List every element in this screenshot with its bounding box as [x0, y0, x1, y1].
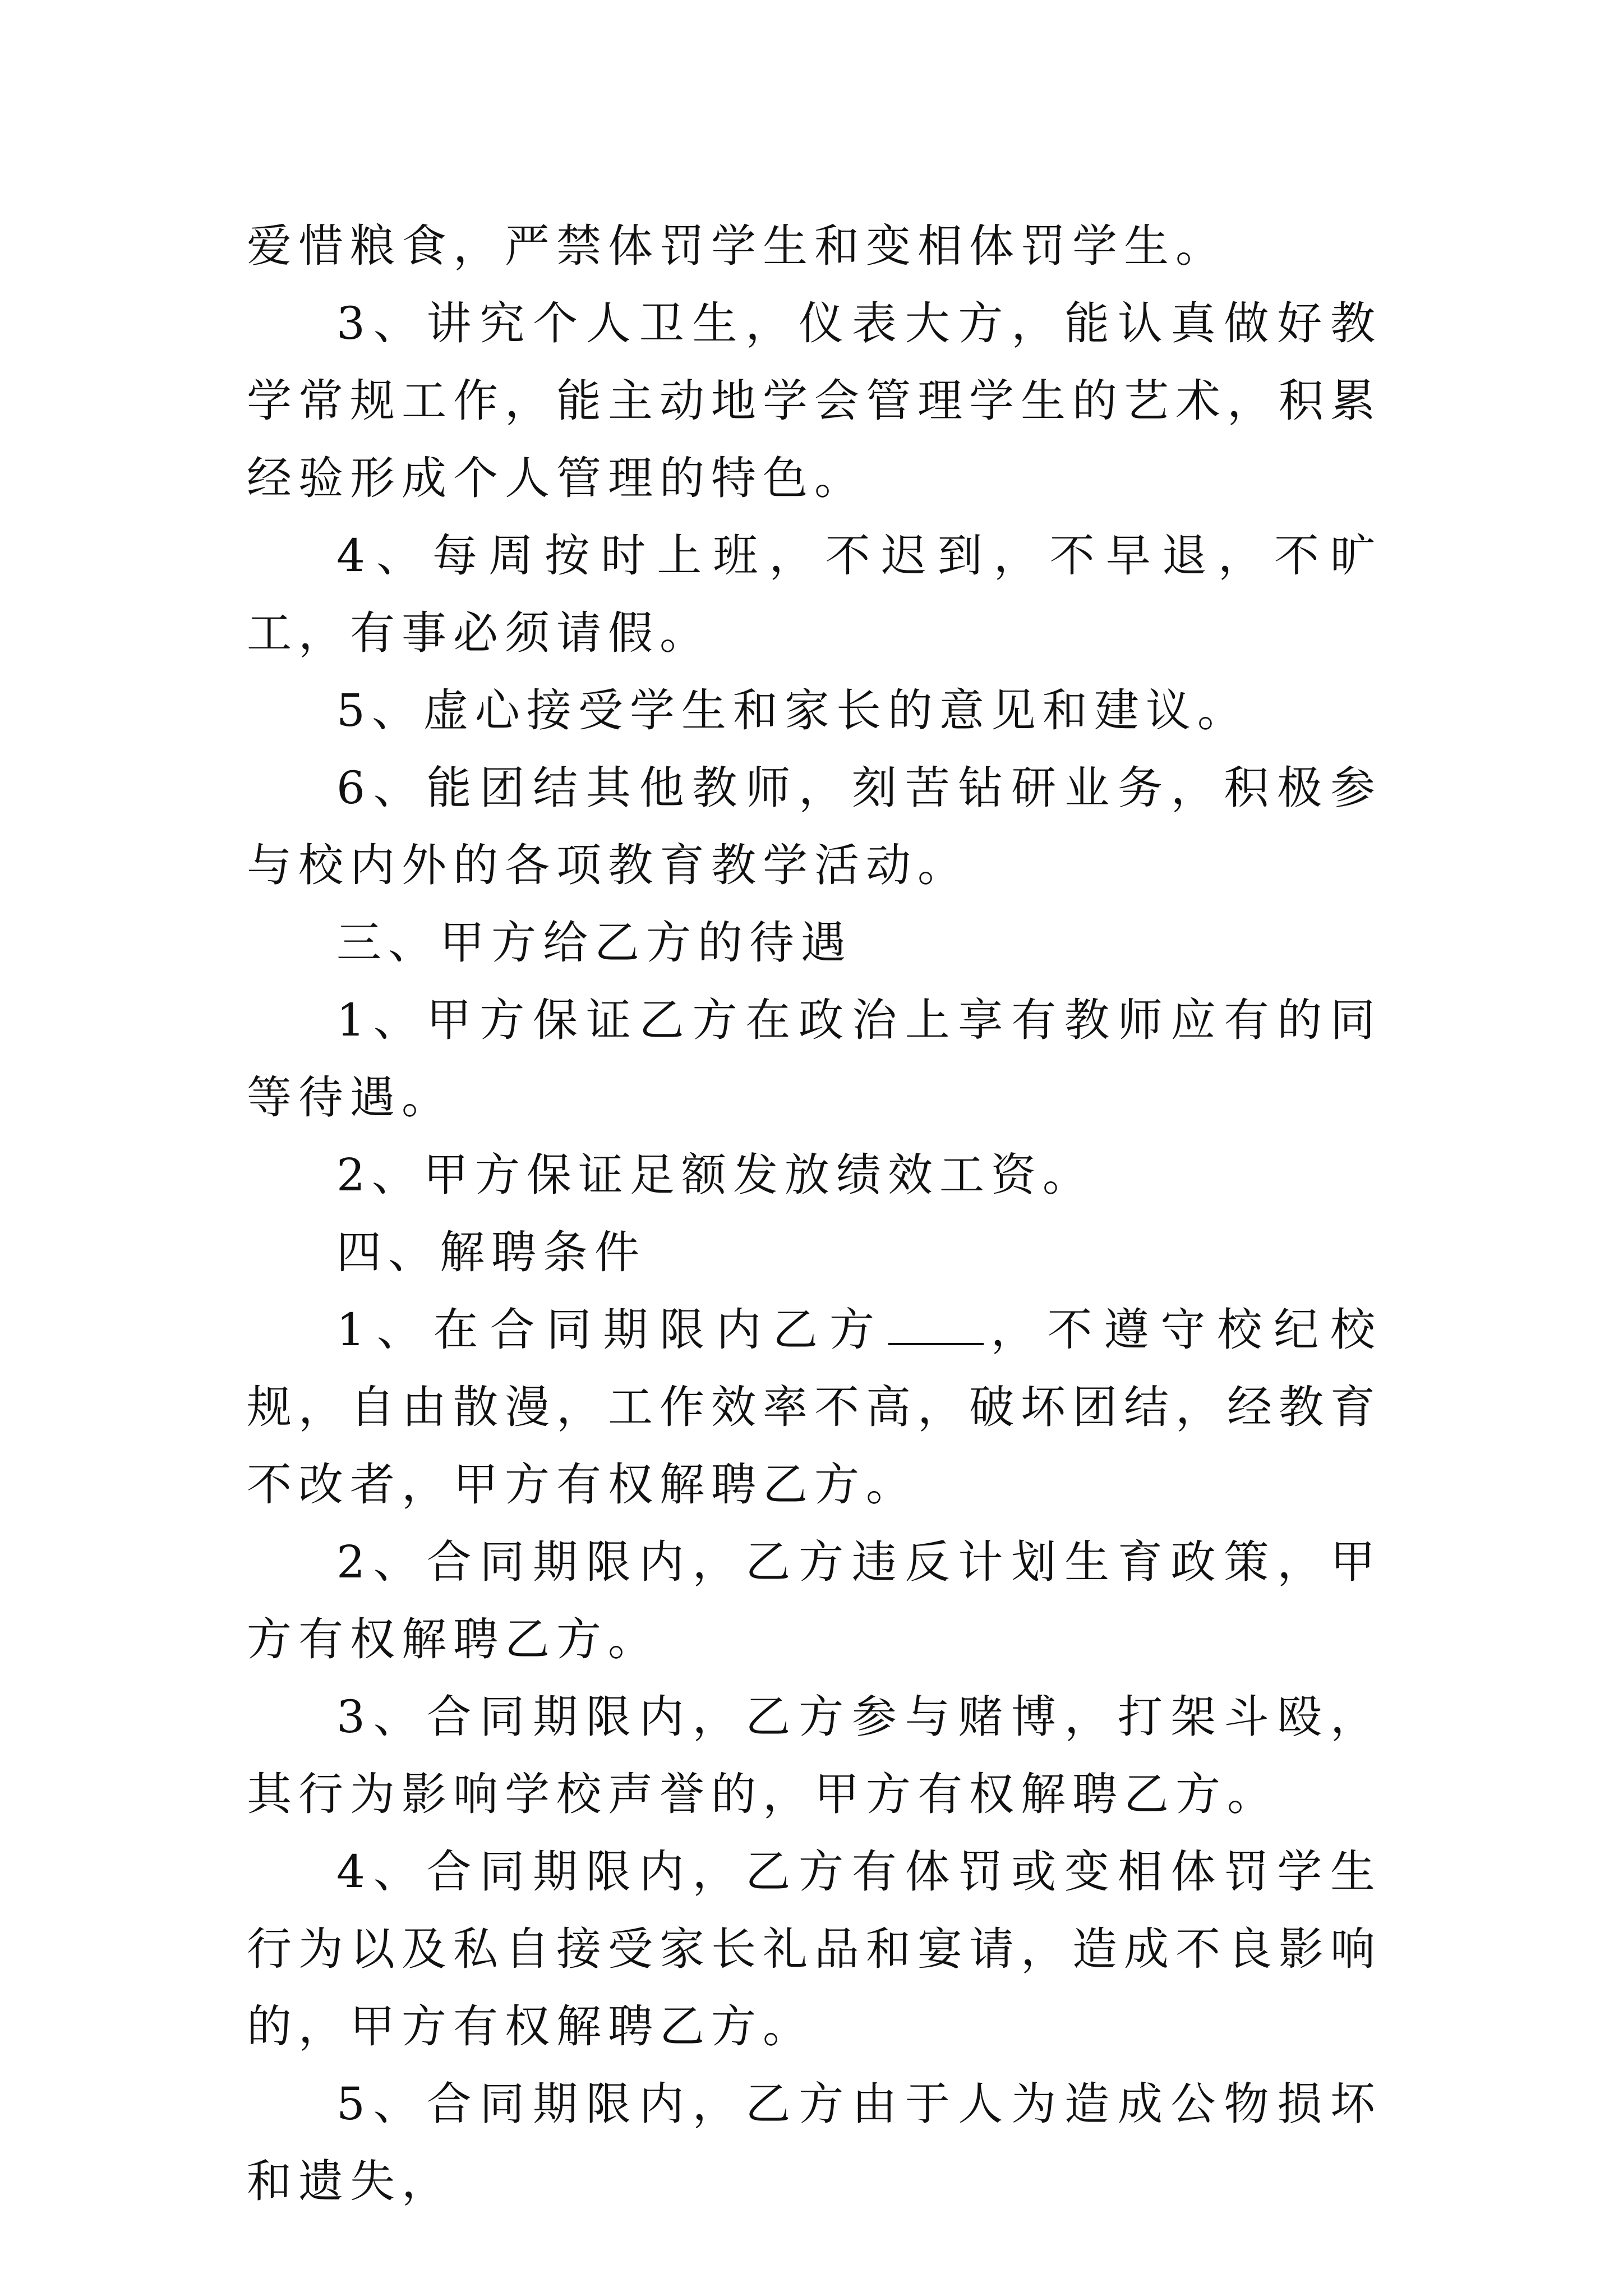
- paragraph-benefit-2: 2、甲方保证足额发放绩效工资。: [336, 1149, 1094, 1201]
- fill-in-blank: [888, 1304, 984, 1345]
- section-heading-dismissal: 四、解聘条件: [336, 1226, 646, 1278]
- section-heading-benefits: 三、甲方给乙方的待遇: [336, 917, 852, 969]
- document-body: [247, 208, 1382, 2220]
- paragraph-dismissal-1: [247, 1291, 1382, 1524]
- paragraph-item-6-teamwork: 6、能团结其他教师，刻苦钻研业务，积极参与校内外的各项教育教学活动。: [247, 762, 1382, 891]
- paragraph-item-4-attendance: 4、每周按时上班，不迟到，不早退，不旷工，有事必须请假。: [247, 530, 1382, 659]
- paragraph-item-3-hygiene: 3、讲究个人卫生，仪表大方，能认真做好教学常规工作，能主动地学会管理学生的艺术，积累经验形成个人管理的特色。: [247, 297, 1382, 504]
- paragraph-item-5-feedback: 5、虚心接受学生和家长的意见和建议。: [336, 684, 1249, 737]
- dismissal-1-text-before: 1、在合同期限内乙方: [336, 1304, 886, 1356]
- dismissal-1-text-after: ，不遵守校纪校规，自由散漫，工作效率不高，破坏团结，经教育不改者，甲方有权解聘乙方。: [247, 1304, 1382, 1511]
- paragraph-dismissal-5: 5、合同期限内，乙方由于人为造成公物损坏和遗失，: [247, 2078, 1382, 2207]
- paragraph-benefit-1: 1、甲方保证乙方在政治上享有教师应有的同等待遇。: [247, 994, 1382, 1124]
- paragraph-dismissal-3: 3、合同期限内，乙方参与赌博，打架斗殴，其行为影响学校声誉的，甲方有权解聘乙方。: [247, 1691, 1382, 1820]
- paragraph-dismissal-4: 4、合同期限内，乙方有体罚或变相体罚学生行为以及私自接受家长礼品和宴请，造成不良影响的，甲方有权解聘乙方。: [247, 1846, 1382, 2053]
- paragraph-dismissal-2: 2、合同期限内，乙方违反计划生育政策，甲方有权解聘乙方。: [247, 1536, 1382, 1665]
- paragraph-continuation: 爱惜粮食，严禁体罚学生和变相体罚学生。: [247, 220, 1227, 272]
